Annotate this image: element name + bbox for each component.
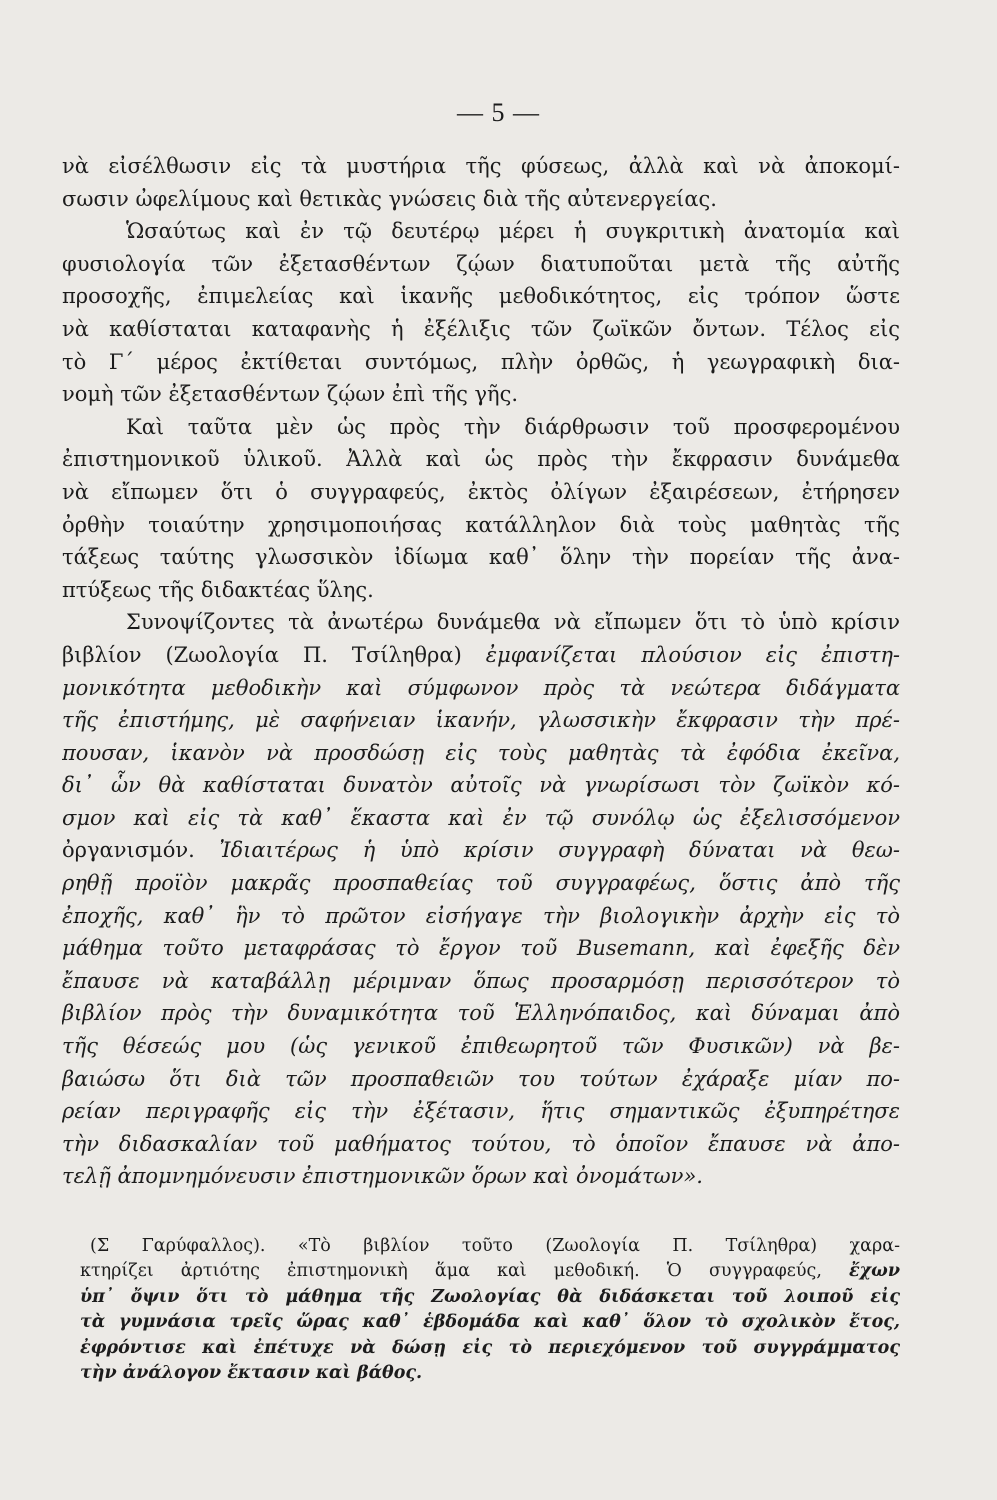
text-segment: τὴν ἀνάλογον ἔκτασιν καὶ βάθος. bbox=[80, 1362, 423, 1383]
text-segment: σωσιν ὠφελίμους καὶ θετικὰς γνώσεις διὰ τῆς αὐτενεργείας. bbox=[62, 186, 717, 211]
text-segment: νὰ καθίσταται καταφανὴς ἡ ἐξέλιξις τῶν ζωϊκῶν ὄντων. Τέλος εἰς bbox=[62, 316, 900, 341]
text-segment: νὰ εἰσέλθωσιν εἰς τὰ μυστήρια τῆς φύσεως, ἀλλὰ καὶ νὰ ἀποκομί- bbox=[62, 154, 900, 178]
text-line bbox=[62, 280, 900, 313]
quote-segment: ἐμφανίζεται πλούσιον εἰς ἐπιστη- bbox=[485, 642, 900, 667]
text-segment: δι᾽ ὧν θὰ καθίσταται δυνατὸν αὐτοῖς νὰ γνωρίσωσι τὸν ζωϊκὸν κό- bbox=[62, 773, 900, 798]
text-segment: μάθημα τοῦτο μεταφράσας τὸ ἔργον τοῦ Busemann, καὶ ἐφεξῆς δὲν bbox=[62, 936, 900, 961]
page-number: — 5 — bbox=[457, 98, 540, 127]
footnote-line bbox=[80, 1310, 900, 1335]
text-line bbox=[62, 1030, 900, 1063]
text-line bbox=[62, 834, 900, 867]
text-segment: πουσαν, ἱκανὸν νὰ προσδώσῃ εἰς τοὺς μαθητὰς τὰ ἐφόδια ἐκεῖνα, bbox=[62, 740, 900, 765]
text-line bbox=[62, 248, 900, 281]
text-segment: φυσιολογία τῶν ἐξετασθέντων ζῴων διατυποῦται μετὰ τῆς αὐτῆς bbox=[62, 251, 900, 276]
text-segment: βαιώσω ὅτι διὰ τῶν προσπαθειῶν του τούτων ἐχάραξε μίαν πο- bbox=[62, 1066, 900, 1091]
text-segment: νομὴ τῶν ἐξετασθέντων ζῴων ἐπὶ τῆς γῆς. bbox=[62, 382, 519, 407]
text-line bbox=[62, 150, 900, 183]
text-segment: τῆς θέσεώς μου (ὡς γενικοῦ ἐπιθεωρητοῦ τῶν Φυσικῶν) νὰ βε- bbox=[62, 1034, 900, 1059]
text-segment: τὸ Γ΄ μέρος ἐκτίθεται συντόμως, πλὴν ὀρθῶς, ἡ γεωγραφικὴ δια- bbox=[62, 349, 900, 374]
text-line bbox=[62, 639, 900, 672]
text-segment: κτηρίζει ἀρτιότης ἐπιστημονικὴ ἅμα καὶ μεθοδική. Ὁ συγγραφεύς, bbox=[80, 1261, 822, 1282]
text-segment: ὑπ᾽ ὄψιν ὅτι τὸ μάθημα τῆς Ζωολογίας θὰ διδάσκεται τοῦ λοιποῦ εἰς bbox=[80, 1286, 900, 1307]
text-segment: τὰ γυμνάσια τρεῖς ὥρας καθ᾽ ἑβδομάδα καὶ καθ᾽ ὅλον τὸ σχολικὸν ἔτος, bbox=[80, 1312, 900, 1333]
text-segment: σμον καὶ εἰς τὰ καθ᾽ ἕκαστα καὶ ἐν τῷ συνόλῳ ὡς ἐξελισσόμενον bbox=[62, 805, 900, 830]
text-line bbox=[62, 867, 900, 900]
text-line bbox=[62, 1128, 900, 1161]
text-line bbox=[62, 476, 900, 509]
text-line bbox=[62, 313, 900, 346]
text-line bbox=[62, 443, 900, 476]
footnote-line bbox=[80, 1285, 900, 1310]
text-line bbox=[62, 541, 900, 574]
text-line bbox=[62, 509, 900, 542]
text-segment: ὀρθὴν τοιαύτην χρησιμοποιήσας κατάλληλον διὰ τοὺς μαθητὰς τῆς bbox=[62, 512, 900, 537]
text-segment: τάξεως ταύτης γλωσσικὸν ἰδίωμα καθ᾽ ὅλην τὴν πορείαν τῆς ἀνα- bbox=[62, 545, 900, 570]
footnote-line bbox=[80, 1234, 900, 1259]
text-segment: ρείαν περιγραφῆς εἰς τὴν ἐξέτασιν, ἥτις σημαντικῶς ἐξυπηρέτησε bbox=[62, 1099, 900, 1124]
quote-segment: ἔχων bbox=[849, 1261, 900, 1282]
text-line bbox=[62, 965, 900, 998]
text-line bbox=[62, 769, 900, 802]
text-segment: ἔπαυσε νὰ καταβάλλῃ μέριμναν ὅπως προσαρμόσῃ περισσότερον τὸ bbox=[62, 968, 900, 993]
text-line bbox=[62, 672, 900, 705]
text-line bbox=[62, 1095, 900, 1128]
text-segment: τῆς ἐπιστήμης, μὲ σαφήνειαν ἱκανήν, γλωσσικὴν ἔκφρασιν τὴν πρέ- bbox=[62, 708, 900, 733]
footnote-line bbox=[80, 1259, 900, 1284]
text-segment: ἐφρόντισε καὶ ἐπέτυχε νὰ δώσῃ εἰς τὸ περιεχόμενον τοῦ συγγράμματος bbox=[80, 1337, 900, 1358]
quote-segment: Ἰδιαιτέρως ἡ ὑπὸ κρίσιν συγγραφὴ δύναται νὰ θεω- bbox=[219, 838, 900, 863]
text-line bbox=[62, 900, 900, 933]
text-segment: τὴν διδασκαλίαν τοῦ μαθήματος τούτου, τὸ ὁποῖον ἔπαυσε νὰ ἀπο- bbox=[62, 1131, 900, 1156]
text-line bbox=[62, 606, 900, 639]
text-line bbox=[62, 1160, 900, 1193]
text-line bbox=[62, 737, 900, 770]
text-segment: μονικότητα μεθοδικὴν καὶ σύμφωνον πρὸς τὰ νεώτερα διδάγματα bbox=[62, 675, 900, 700]
text-line bbox=[62, 802, 900, 835]
text-line bbox=[62, 1063, 900, 1096]
text-segment: προσοχῆς, ἐπιμελείας καὶ ἱκανῆς μεθοδικότητος, εἰς τρόπον ὥστε bbox=[62, 284, 900, 309]
footnote-line bbox=[80, 1336, 900, 1361]
footnote-line bbox=[80, 1361, 900, 1386]
text-segment: (Σ Γαρύφαλλος). «Τὸ βιβλίον τοῦτο (Ζωολογία Π. Τσίληθρα) χαρα- bbox=[90, 1236, 900, 1256]
text-segment: Ὡσαύτως καὶ ἐν τῷ δευτέρῳ μέρει ἡ συγκριτικὴ ἀνατομία καὶ bbox=[126, 219, 900, 244]
text-segment: ἐπιστημονικοῦ ὑλικοῦ. Ἀλλὰ καὶ ὡς πρὸς τὴν ἔκφρασιν δυνάμεθα bbox=[62, 447, 900, 472]
text-segment: πτύξεως τῆς διδακτέας ὕλης. bbox=[62, 577, 374, 602]
text-segment: νὰ εἴπωμεν ὅτι ὁ συγγραφεύς, ἐκτὸς ὀλίγων ἐξαιρέσεων, ἐτήρησεν bbox=[62, 479, 900, 504]
text-line bbox=[62, 183, 900, 216]
text-line bbox=[62, 378, 900, 411]
text-segment: Καὶ ταῦτα μὲν ὡς πρὸς τὴν διάρθρωσιν τοῦ προσφερομένου bbox=[126, 414, 900, 439]
text-line bbox=[62, 346, 900, 379]
text-line bbox=[62, 574, 900, 607]
text-line bbox=[62, 411, 900, 444]
text-segment: ὀργανισμόν. bbox=[62, 838, 195, 863]
text-segment: ρηθῇ προϊὸν μακρᾶς προσπαθείας τοῦ συγγραφέως, ὅστις ἀπὸ τῆς bbox=[62, 871, 900, 896]
text-segment: τελῇ ἀπομνημόνευσιν ἐπιστημονικῶν ὅρων καὶ ὀνομάτων». bbox=[62, 1164, 703, 1189]
text-segment: Συνοψίζοντες τὰ ἀνωτέρω δυνάμεθα νὰ εἴπωμεν ὅτι τὸ ὑπὸ κρίσιν bbox=[126, 610, 900, 635]
text-segment: βιβλίον (Ζωολογία Π. Τσίληθρα) bbox=[62, 642, 462, 667]
body-text bbox=[62, 150, 900, 1193]
text-line bbox=[62, 997, 900, 1030]
text-line bbox=[62, 215, 900, 248]
text-line bbox=[62, 932, 900, 965]
footnote bbox=[80, 1234, 900, 1386]
text-segment: ἐποχῆς, καθ᾽ ἣν τὸ πρῶτον εἰσήγαγε τὴν βιολογικὴν ἀρχὴν εἰς τὸ bbox=[62, 903, 900, 928]
text-line bbox=[62, 704, 900, 737]
text-segment: βιβλίον πρὸς τὴν δυναμικότητα τοῦ Ἑλληνόπαιδος, καὶ δύναμαι ἀπὸ bbox=[62, 1001, 900, 1026]
